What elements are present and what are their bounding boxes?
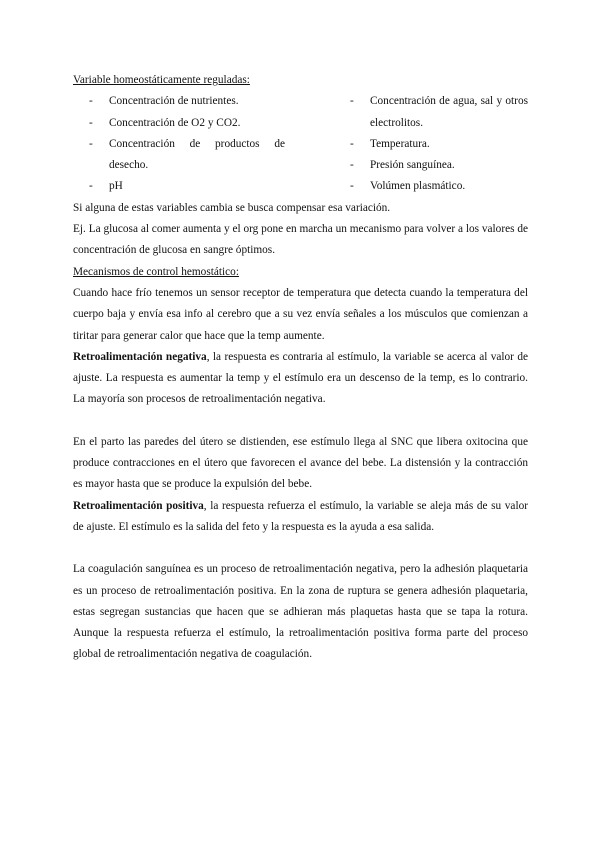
variables-list-left	[73, 91, 285, 197]
variables-list-right	[334, 91, 528, 197]
heading-regulated-variables: Variable homeostáticamente reguladas:	[73, 74, 250, 86]
term-positive-feedback: Retroalimentación positiva	[73, 499, 204, 512]
term-negative-feedback: Retroalimentación negativa	[73, 350, 207, 363]
list-item: - Concentración de productos de desecho.	[89, 137, 285, 172]
paragraph-coagulation: La coagulación sanguínea es un proceso de retroalimentación negativa, pero la adhesión plaquetaria es un proceso de retroalimentación positiva. En la zona de ruptura se genera adhesión plaquetaria, estas segregan sustancias que hacen que se adhieran más plaquetas hasta que se tapa la rotura. Aunque la respuesta refuerza el estímulo, la retroalimentación positiva forma parte del proceso global de retroalimentación negativa de coagulación.	[73, 563, 528, 661]
list-item: - Temperatura.	[350, 137, 430, 150]
document-page	[73, 70, 528, 666]
spacer	[73, 411, 528, 432]
list-item: - Concentración de O2 y CO2.	[89, 116, 241, 129]
paragraph-compensation: Si alguna de estas variables cambia se busca compensar esa variación.	[73, 201, 391, 214]
list-item: - Presión sanguínea.	[350, 159, 455, 172]
list-item: - Concentración de agua, sal y otros electrolitos.	[350, 95, 528, 129]
paragraph-cold-example: Cuando hace frío tenemos un sensor receptor de temperatura que detecta cuando la temperatura del cuerpo baja y envía esa info al cerebro que a su vez envía señales a los músculos que comienzan a tiritar para generar calor que hace que la temp aumente.	[73, 286, 528, 342]
variables-list	[73, 91, 528, 197]
heading-control-mechanisms: Mecanismos de control hemostático:	[73, 265, 239, 278]
paragraph-glucose-example: Ej. La glucosa al comer aumenta y el org pone en marcha un mecanismo para volver a los valores de concentración de glucosa en sangre óptimos.	[73, 223, 528, 257]
list-item: - pH	[89, 180, 123, 193]
list-item: - Volúmen plasmático.	[350, 180, 466, 193]
paragraph-negative-feedback: Retroalimentación negativa, la respuesta es contraria al estímulo, la variable se acerca al valor de ajuste. La respuesta es aumentar la temp y el estímulo era un descenso de la temp, es lo contrario. La mayoría son procesos de retroalimentación negativa.	[73, 350, 528, 406]
list-item: - Concentración de nutrientes.	[89, 95, 239, 108]
paragraph-positive-feedback: Retroalimentación positiva, la respuesta refuerza el estímulo, la variable se aleja más de su valor de ajuste. El estímulo es la salida del feto y la respuesta es la ayuda a esa salida.	[73, 499, 528, 533]
paragraph-birth-example: En el parto las paredes del útero se distienden, ese estímulo llega al SNC que libera oxitocina que produce contracciones en el útero que favorecen el avance del bebe. La distensión y la contracción es mayor hasta que se produce la expulsión del bebe.	[73, 435, 528, 491]
spacer	[73, 538, 528, 559]
